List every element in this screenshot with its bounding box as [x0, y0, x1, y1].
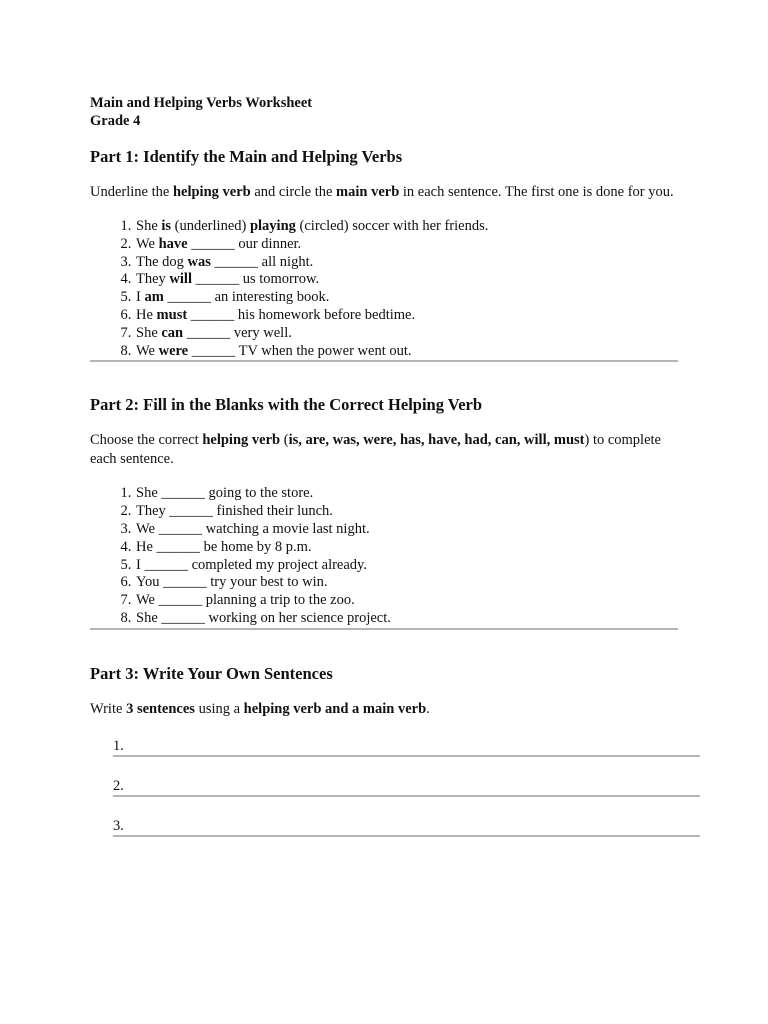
- bold-text: have: [158, 235, 188, 252]
- list-item: [135, 557, 680, 575]
- list-item: [135, 289, 680, 307]
- list-item: [135, 325, 680, 343]
- answer-lines: [113, 737, 700, 837]
- text-run: in each sentence. The first one is done for you.: [399, 184, 674, 200]
- bold-text: helping verb: [202, 432, 281, 449]
- list-item: [135, 218, 680, 236]
- bold-text: helping verb: [172, 184, 251, 200]
- text-run: (underlined): [171, 218, 250, 234]
- text-run: ______ very well.: [183, 324, 292, 341]
- part3-instruction: [90, 700, 675, 719]
- bold-text: is: [161, 218, 172, 234]
- text-run: They ______ finished their lunch.: [136, 503, 333, 520]
- section-divider: [90, 360, 678, 362]
- grade-label: Grade 4: [90, 113, 141, 129]
- list-item: [135, 271, 680, 289]
- bold-text: main verb: [336, 184, 400, 200]
- bold-text: playing: [249, 218, 296, 234]
- worksheet-page: [90, 94, 680, 857]
- bold-text: can: [161, 324, 184, 341]
- text-run: The dog: [136, 253, 188, 270]
- answer-line-2[interactable]: [113, 777, 700, 797]
- text-run: Underline the: [90, 184, 173, 200]
- part3-heading: Part 3: Write Your Own Sentences: [90, 663, 333, 683]
- section-divider: [90, 628, 678, 630]
- text-run: .: [426, 700, 430, 717]
- answer-line-number: 3.: [113, 817, 124, 834]
- text-run: She ______ working on her science project.: [136, 609, 391, 626]
- list-item: [135, 503, 680, 521]
- worksheet-title: Main and Helping Verbs Worksheet: [90, 95, 313, 111]
- part1-instruction: [90, 183, 675, 202]
- text-run: ) to complete each sentence.: [90, 432, 661, 468]
- list-item: [135, 539, 680, 557]
- text-run: She ______ going to the store.: [136, 485, 314, 502]
- bold-text: will: [169, 271, 192, 288]
- text-run: You ______ try your best to win.: [136, 574, 328, 591]
- part2-heading: Part 2: Fill in the Blanks with the Correct Helping Verb: [90, 395, 483, 415]
- list-item: [135, 574, 680, 592]
- answer-line-number: 2.: [113, 777, 124, 794]
- text-run: She: [136, 218, 162, 234]
- list-item: [135, 485, 680, 503]
- text-run: ______ his homework before bedtime.: [187, 306, 416, 323]
- text-run: ______ our dinner.: [187, 235, 302, 252]
- answer-line-number: 1.: [113, 737, 124, 754]
- text-run: They: [136, 271, 170, 288]
- text-run: We ______ watching a movie last night.: [136, 520, 370, 537]
- text-run: He ______ be home by 8 p.m.: [136, 538, 312, 555]
- text-run: ______ us tomorrow.: [191, 271, 320, 288]
- bold-text: was: [187, 253, 211, 270]
- bold-text: were: [158, 342, 189, 359]
- text-run: I ______ completed my project already.: [136, 556, 367, 573]
- text-run: and circle the: [250, 184, 337, 200]
- bold-text: helping verb and a main verb: [243, 700, 427, 717]
- text-run: ______ all night.: [210, 253, 314, 270]
- bold-text: am: [144, 289, 164, 306]
- bold-text: 3 sentences: [126, 700, 195, 717]
- text-run: ______ an interesting book.: [163, 289, 330, 306]
- answer-line-3[interactable]: [113, 817, 700, 837]
- answer-line-1[interactable]: [113, 737, 700, 757]
- list-item: [135, 592, 680, 610]
- text-run: We ______ planning a trip to the zoo.: [136, 592, 355, 609]
- text-run: She: [136, 324, 162, 341]
- list-item: [135, 521, 680, 539]
- bold-text: must: [156, 306, 188, 323]
- bold-text: is, are, was, were, has, have, had, can, will, must: [288, 432, 585, 449]
- text-run: He: [136, 306, 157, 323]
- list-item: [135, 236, 680, 254]
- text-run: Choose the correct: [90, 432, 203, 449]
- text-run: We: [136, 342, 159, 359]
- list-item: [135, 343, 680, 361]
- text-run: using a: [194, 700, 244, 717]
- list-item: [135, 610, 680, 628]
- text-run: (circled) soccer with her friends.: [295, 218, 489, 234]
- text-run: Write: [90, 700, 127, 717]
- text-run: We: [136, 235, 159, 252]
- part2-instruction: [90, 431, 675, 469]
- list-item: [135, 254, 680, 272]
- text-run: ______ TV when the power went out.: [188, 342, 412, 359]
- part1-heading: Part 1: Identify the Main and Helping Verbs: [90, 147, 403, 166]
- text-run: (: [280, 432, 289, 449]
- part2-sentence-list: [90, 485, 680, 627]
- list-item: [135, 307, 680, 325]
- text-run: I: [136, 289, 145, 306]
- part1-sentence-list: [90, 218, 680, 360]
